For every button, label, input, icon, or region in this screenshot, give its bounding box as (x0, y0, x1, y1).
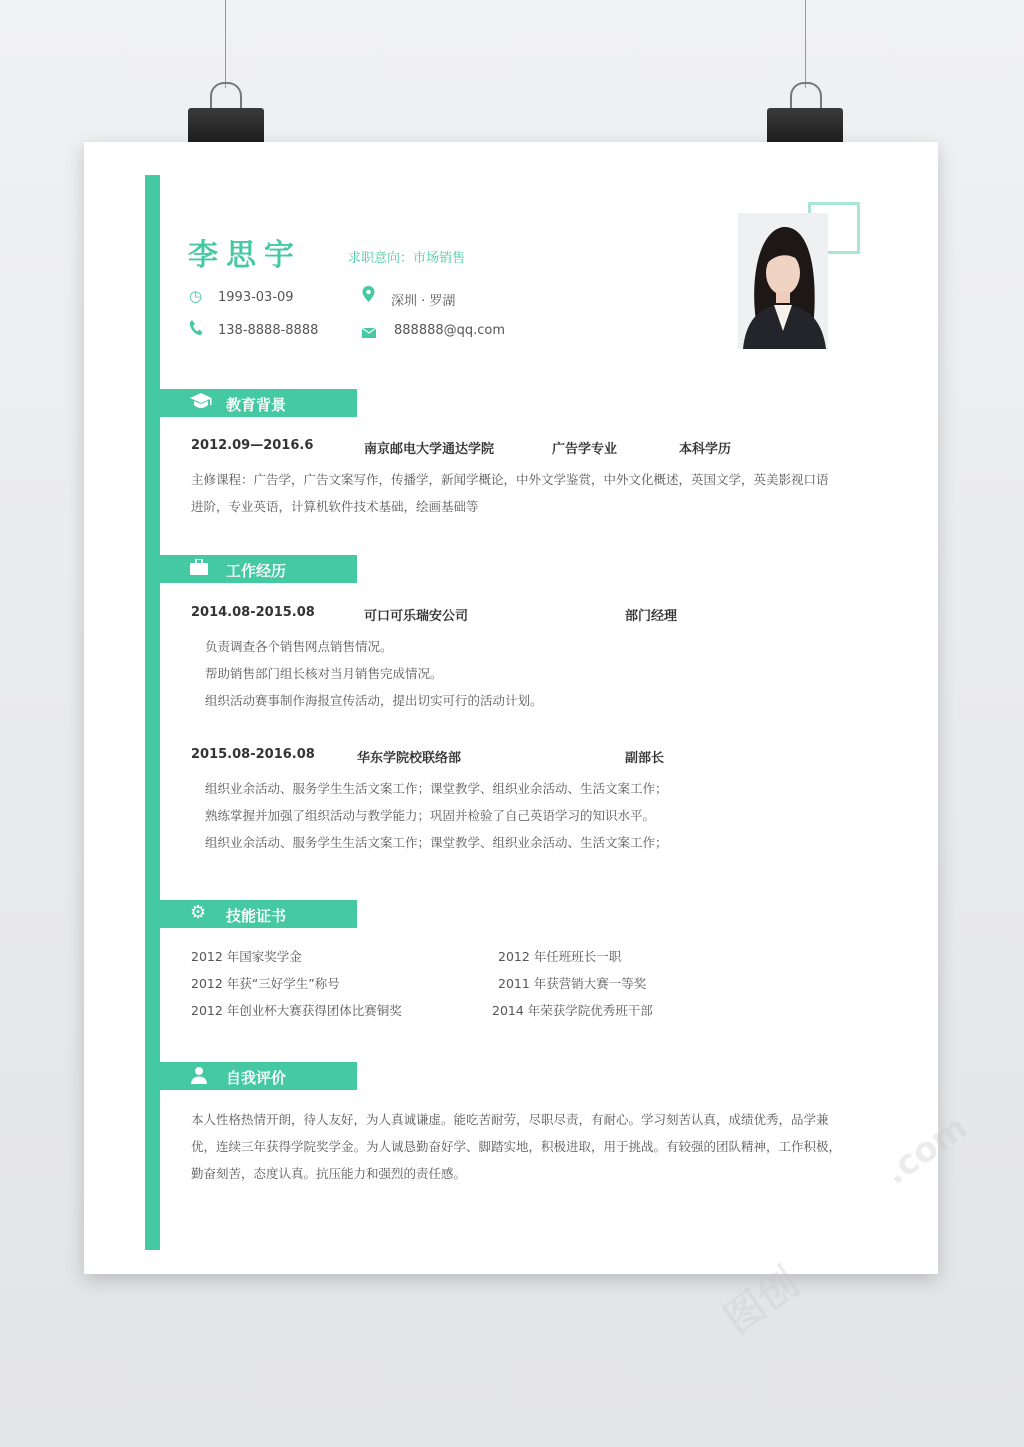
education-period: 2012.09—2016.6 (191, 438, 314, 453)
phone-number: 138-8888-8888 (218, 323, 319, 338)
skill-item: 2012 年国家奖学金 (191, 949, 302, 964)
user-icon (190, 1066, 208, 1088)
pin-icon (362, 286, 375, 306)
job-role: 副部长 (625, 751, 665, 766)
gear-icon: ⚙ (190, 902, 207, 923)
job-duty: 组织业余活动、服务学生生活文案工作；课堂教学、组织业余活动、生活文案工作； (205, 781, 668, 796)
education-degree: 本科学历 (679, 442, 732, 457)
skill-item: 2014 年荣获学院优秀班干部 (492, 1003, 653, 1018)
clock-icon: ◷ (189, 287, 203, 305)
location: 深圳 · 罗湖 (391, 294, 456, 309)
section-skills-header (160, 900, 357, 928)
job-duty: 帮助销售部门组长核对当月销售完成情况。 (205, 666, 443, 681)
education-major: 广告学专业 (552, 442, 618, 457)
self-eval-line: 勤奋刻苦，态度认真。抗压能力和强烈的责任感。 (191, 1166, 467, 1181)
candidate-name: 李思宇 (188, 238, 302, 273)
section-title: 技能证书 (226, 907, 287, 925)
hanging-wire-left (225, 0, 226, 88)
skill-item: 2012 年任班班长一职 (498, 949, 622, 964)
section-self-header (160, 1062, 357, 1090)
job-intent: 求职意向：市场销售 (348, 251, 466, 266)
skill-item: 2012 年创业杯大赛获得团体比赛铜奖 (191, 1003, 402, 1018)
job-duty: 组织活动赛事制作海报宣传活动，提出切实可行的活动计划。 (205, 693, 543, 708)
job-role: 部门经理 (625, 609, 678, 624)
mail-icon (362, 324, 376, 342)
email: 888888@qq.com (394, 323, 506, 338)
education-school: 南京邮电大学通达学院 (364, 442, 495, 457)
profile-photo (738, 213, 828, 349)
watermark: 图创 (716, 1259, 808, 1344)
section-title: 工作经历 (226, 562, 287, 580)
job-company: 华东学院校联络部 (357, 751, 462, 766)
education-courses-line: 主修课程：广告学，广告文案写作，传播学，新闻学概论，中外文学鉴赏，中外文化概述，英国文学，英美影视口语 (191, 472, 829, 487)
job-duty: 熟练掌握并加强了组织活动与教学能力；巩固并检验了自己英语学习的知识水平。 (205, 808, 656, 823)
education-courses-line: 进阶，专业英语，计算机软件技术基础，绘画基础等 (191, 499, 479, 514)
section-title: 教育背景 (226, 396, 287, 414)
phone-icon (189, 320, 203, 340)
job-duty: 组织业余活动、服务学生生活文案工作；课堂教学、组织业余活动、生活文案工作； (205, 835, 668, 850)
section-title: 自我评价 (226, 1069, 287, 1087)
job-duty: 负责调查各个销售网点销售情况。 (205, 639, 393, 654)
watermark: .com (876, 1107, 976, 1193)
section-education-header (160, 389, 357, 417)
job-company: 可口可乐瑞安公司 (364, 609, 469, 624)
graduation-cap-icon (190, 393, 212, 413)
section-work-header (160, 555, 357, 583)
self-eval-line: 优，连续三年获得学院奖学金。为人诚恳勤奋好学、脚踏实地，积极进取，用于挑战。有较强的团队精神，工作积极， (191, 1139, 842, 1154)
skill-item: 2012 年获“三好学生”称号 (191, 976, 340, 991)
hanging-wire-right (805, 0, 806, 88)
job-period: 2014.08-2015.08 (191, 605, 315, 620)
skill-item: 2011 年获营销大赛一等奖 (498, 976, 647, 991)
self-eval-line: 本人性格热情开朗，待人友好，为人真诚谦虚。能吃苦耐劳，尽职尽责，有耐心。学习刻苦认真，成绩优秀，品学兼 (191, 1112, 829, 1127)
accent-side-bar (145, 175, 160, 1250)
briefcase-icon (190, 559, 208, 579)
birth-date: 1993-03-09 (218, 290, 294, 305)
job-period: 2015.08-2016.08 (191, 747, 315, 762)
